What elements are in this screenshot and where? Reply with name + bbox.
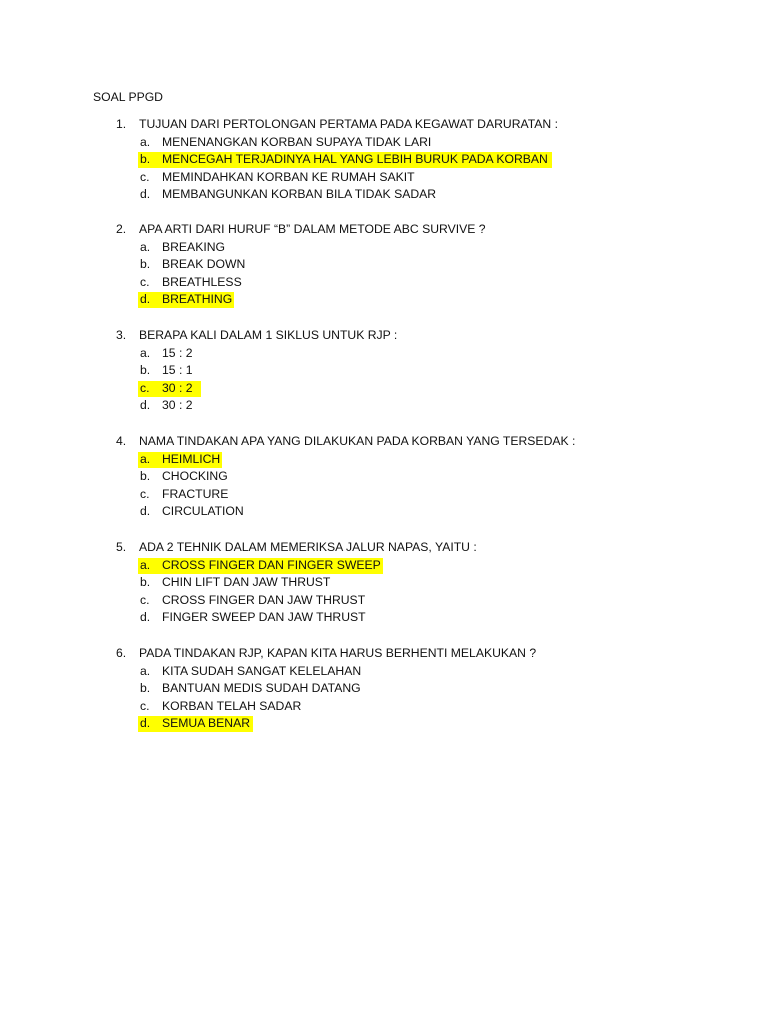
option-text: BANTUAN MEDIS SUDAH DATANG xyxy=(162,681,361,696)
option-text: CROSS FINGER DAN JAW THRUST xyxy=(162,592,366,607)
option-letter: a. xyxy=(140,345,151,360)
question-text: BERAPA KALI DALAM 1 SIKLUS UNTUK RJP : xyxy=(139,328,398,342)
question-text: APA ARTI DARI HURUF “B” DALAM METODE ABC SURVIVE ? xyxy=(139,222,486,236)
option-letter: b. xyxy=(140,681,151,696)
question-number: 1. xyxy=(116,117,127,131)
option-letter: c. xyxy=(140,698,150,713)
option-text: KORBAN TELAH SADAR xyxy=(162,698,302,713)
option-letter: c. xyxy=(140,169,150,184)
question-number: 5. xyxy=(116,540,127,554)
option-text: 15 : 1 xyxy=(162,363,193,378)
option-text: 30 : 2 xyxy=(162,398,193,413)
option-text: MEMINDAHKAN KORBAN KE RUMAH SAKIT xyxy=(162,169,415,184)
option-letter: d. xyxy=(140,292,151,307)
option-letter: b. xyxy=(140,575,151,590)
option-letter: d. xyxy=(140,610,151,625)
option-text: MEMBANGUNKAN KORBAN BILA TIDAK SADAR xyxy=(162,187,437,202)
question-text: ADA 2 TEHNIK DALAM MEMERIKSA JALUR NAPAS, YAITU : xyxy=(139,540,477,554)
option-letter: a. xyxy=(140,663,151,678)
option-letter: c. xyxy=(140,486,150,501)
question-text: PADA TINDAKAN RJP, KAPAN KITA HARUS BERHENTI MELAKUKAN ? xyxy=(139,646,537,660)
option-letter: b. xyxy=(140,363,151,378)
option-letter: c. xyxy=(140,380,150,395)
option-letter: a. xyxy=(140,134,151,149)
option-text: BREAK DOWN xyxy=(162,257,246,272)
option-text: FRACTURE xyxy=(162,486,229,501)
option-letter: a. xyxy=(140,451,151,466)
option-text: CROSS FINGER DAN FINGER SWEEP xyxy=(162,557,381,572)
option-letter: a. xyxy=(140,557,151,572)
option-letter: d. xyxy=(140,398,151,413)
option-text: CIRCULATION xyxy=(162,504,244,519)
option-text: CHIN LIFT DAN JAW THRUST xyxy=(162,575,331,590)
option-letter: a. xyxy=(140,239,151,254)
option-text: HEIMLICH xyxy=(162,451,221,466)
option-letter: c. xyxy=(140,274,150,289)
option-text: MENCEGAH TERJADINYA HAL YANG LEBIH BURUK PADA KORBAN xyxy=(162,152,548,167)
option-letter: d. xyxy=(140,187,151,202)
option-text: BREAKING xyxy=(162,239,225,254)
question-number: 6. xyxy=(116,646,127,660)
option-letter: b. xyxy=(140,152,151,167)
option-text: 30 : 2 xyxy=(162,380,193,395)
option-letter: d. xyxy=(140,504,151,519)
option-text: BREATHING xyxy=(162,292,233,307)
option-text: MENENANGKAN KORBAN SUPAYA TIDAK LARI xyxy=(162,134,432,149)
question-number: 4. xyxy=(116,434,127,448)
option-letter: b. xyxy=(140,257,151,272)
question-text: NAMA TINDAKAN APA YANG DILAKUKAN PADA KORBAN YANG TERSEDAK : xyxy=(139,434,576,448)
option-letter: d. xyxy=(140,716,151,731)
option-text: 15 : 2 xyxy=(162,345,193,360)
option-text: CHOCKING xyxy=(162,469,228,484)
question-text: TUJUAN DARI PERTOLONGAN PERTAMA PADA KEGAWAT DARURATAN : xyxy=(139,117,558,131)
document-title: SOAL PPGD xyxy=(93,90,163,104)
option-letter: c. xyxy=(140,592,150,607)
question-number: 2. xyxy=(116,222,127,236)
option-text: BREATHLESS xyxy=(162,274,242,289)
option-text: KITA SUDAH SANGAT KELELAHAN xyxy=(162,663,362,678)
option-letter: b. xyxy=(140,469,151,484)
question-number: 3. xyxy=(116,328,127,342)
option-text: FINGER SWEEP DAN JAW THRUST xyxy=(162,610,366,625)
option-text: SEMUA BENAR xyxy=(162,716,251,731)
